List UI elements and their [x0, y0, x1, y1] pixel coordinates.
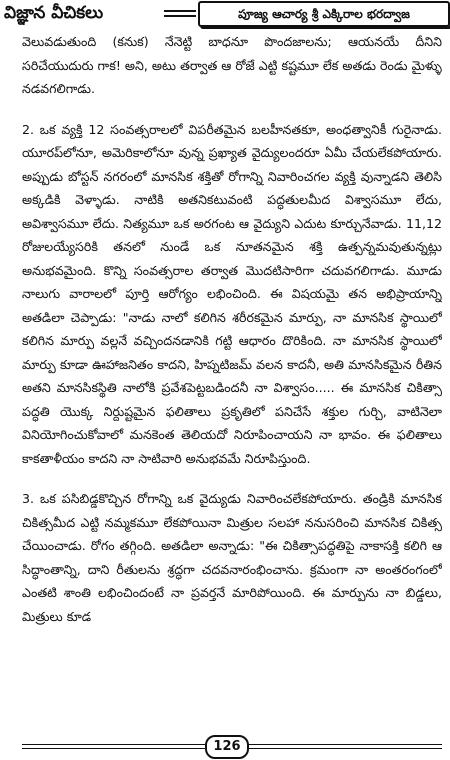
- page-footer: [0, 734, 450, 758]
- header-divider: [164, 10, 196, 17]
- author-name: పూజ్య ఆచార్య శ్రీ ఎక్కిరాల భరద్వాజ: [198, 1, 450, 27]
- paragraph-continuation: వెలువడుతుంది (కనుక) నేనెట్టి బాధనూ పొందజాలను; ఆయనయే దీనిని సరిచేయుదురు గాక! అని, అటు తర్వాత ఆ రోజే ఎట్టి కష్టమూ లేక అతడు రెండు మైళ్ళు నడవగలిగాడు.: [22, 34, 442, 96]
- page-number: 126: [205, 735, 249, 759]
- paragraph-example-2: 2. ఒక వ్యక్తి 12 సంవత్సరాలలో విపరీతమైన బలహీనతకూ, అంధత్వానికీ గురైనాడు. యూరప్‌లోనూ, అమెరికాలోనూ వున్న ప్రఖ్యాత వైద్యులందరూ ఏమీ చేయలేకపోయారు. అప్పుడు బోస్టన్ నగరంలో మానసిక శక్తితో రోగాన్ని నివారించగల వ్యక్తి వున్నాడని తెలిసి అక్కడికి వెళ్ళాడు. నాటికి అతనికటువంటి పద్ధతులమీద విశ్వాసమూ లేదు, అవిశ్వాసమూ లేదు. నిత్యమూ ఒక అరగంట ఆ వైద్యుని ఎదుట కూర్చునేవాడు. 11,12 రోజులయ్యేసరికి తనలో నుండే ఒక నూతనమైన శక్తి ఉత్పన్నమవుతున్నట్లు అనుభవమైంది. కొన్ని సంవత్సరాల తర్వాత మొదటిసారిగా చదువగలిగాడు. మూడు నాలుగు వారాలలో పూర్తి ఆరోగ్యం లభించింది. ఈ విషయమై తన అభిప్రాయాన్ని అతడిలా చెప్పాడు: "నాడు నాలో కలిగిన శరీరకమైన మార్పు, నా మానసిక స్థాయిలో కలిగిన మార్పు వల్లనే వచ్చిందనడానికి గట్టి ఆధారం దొరికింది. నా మానసిక స్థాయిలో మార్పు కూడా ఊహాజనితం కాదని, హిప్నటిజమ్ వలన కాదనీ, అతి మానసికమైన రీతిన అతని మానసికస్థితి నాలోకి ప్రవేశపెట్టబడిందనీ నా విశ్వాసం..... ఈ మానసిక చికిత్సా పద్ధతి యొక్క నిర్దుష్టమైన ఫలితాలు ప్రకృతిలో పనిచేసే శక్తుల గుర్చి, వాటినెలా వినియోగించుకోవాలో మనకెంత తెలియదో నిరూపించాయని నా భావం. ఈ ఫలితాలు కాకతాళీయం కాదని నా సాటివారి అనుభవమే నిరూపిస్తుంది.: [22, 121, 442, 466]
- page-body: [22, 30, 442, 730]
- paragraph-example-3: 3. ఒక పసిబిడ్డకొచ్చిన రోగాన్ని ఒక వైద్యుడు నివారించలేకపోయారు. తండ్రికి మానసిక చికిత్సమీద ఎట్టి నమ్మకమూ లేకపోయినా మిత్రుల సలహా ననుసరించి మానసిక చికిత్స చేయించాడు. రోగం తగ్గింది. అతడిలా అన్నాడు: "ఈ చికిత్సాపద్ధతిపై నాకాసక్తి కలిగి ఆ సిద్ధాంతాన్ని, దాని రీతులను శ్రద్ధగా చదవనారంభించాను. క్రమంగా నా అంతరంగంలో ఎంతటి శాంతి లభించిందంటే నా ప్రవర్తనే మారిపోయింది. ఈ మార్పును నా బిడ్డలు, మిత్రులు కూడ: [22, 491, 442, 624]
- book-title: విజ్ఞాన వీచికలు: [4, 3, 104, 23]
- page-header: [0, 0, 450, 28]
